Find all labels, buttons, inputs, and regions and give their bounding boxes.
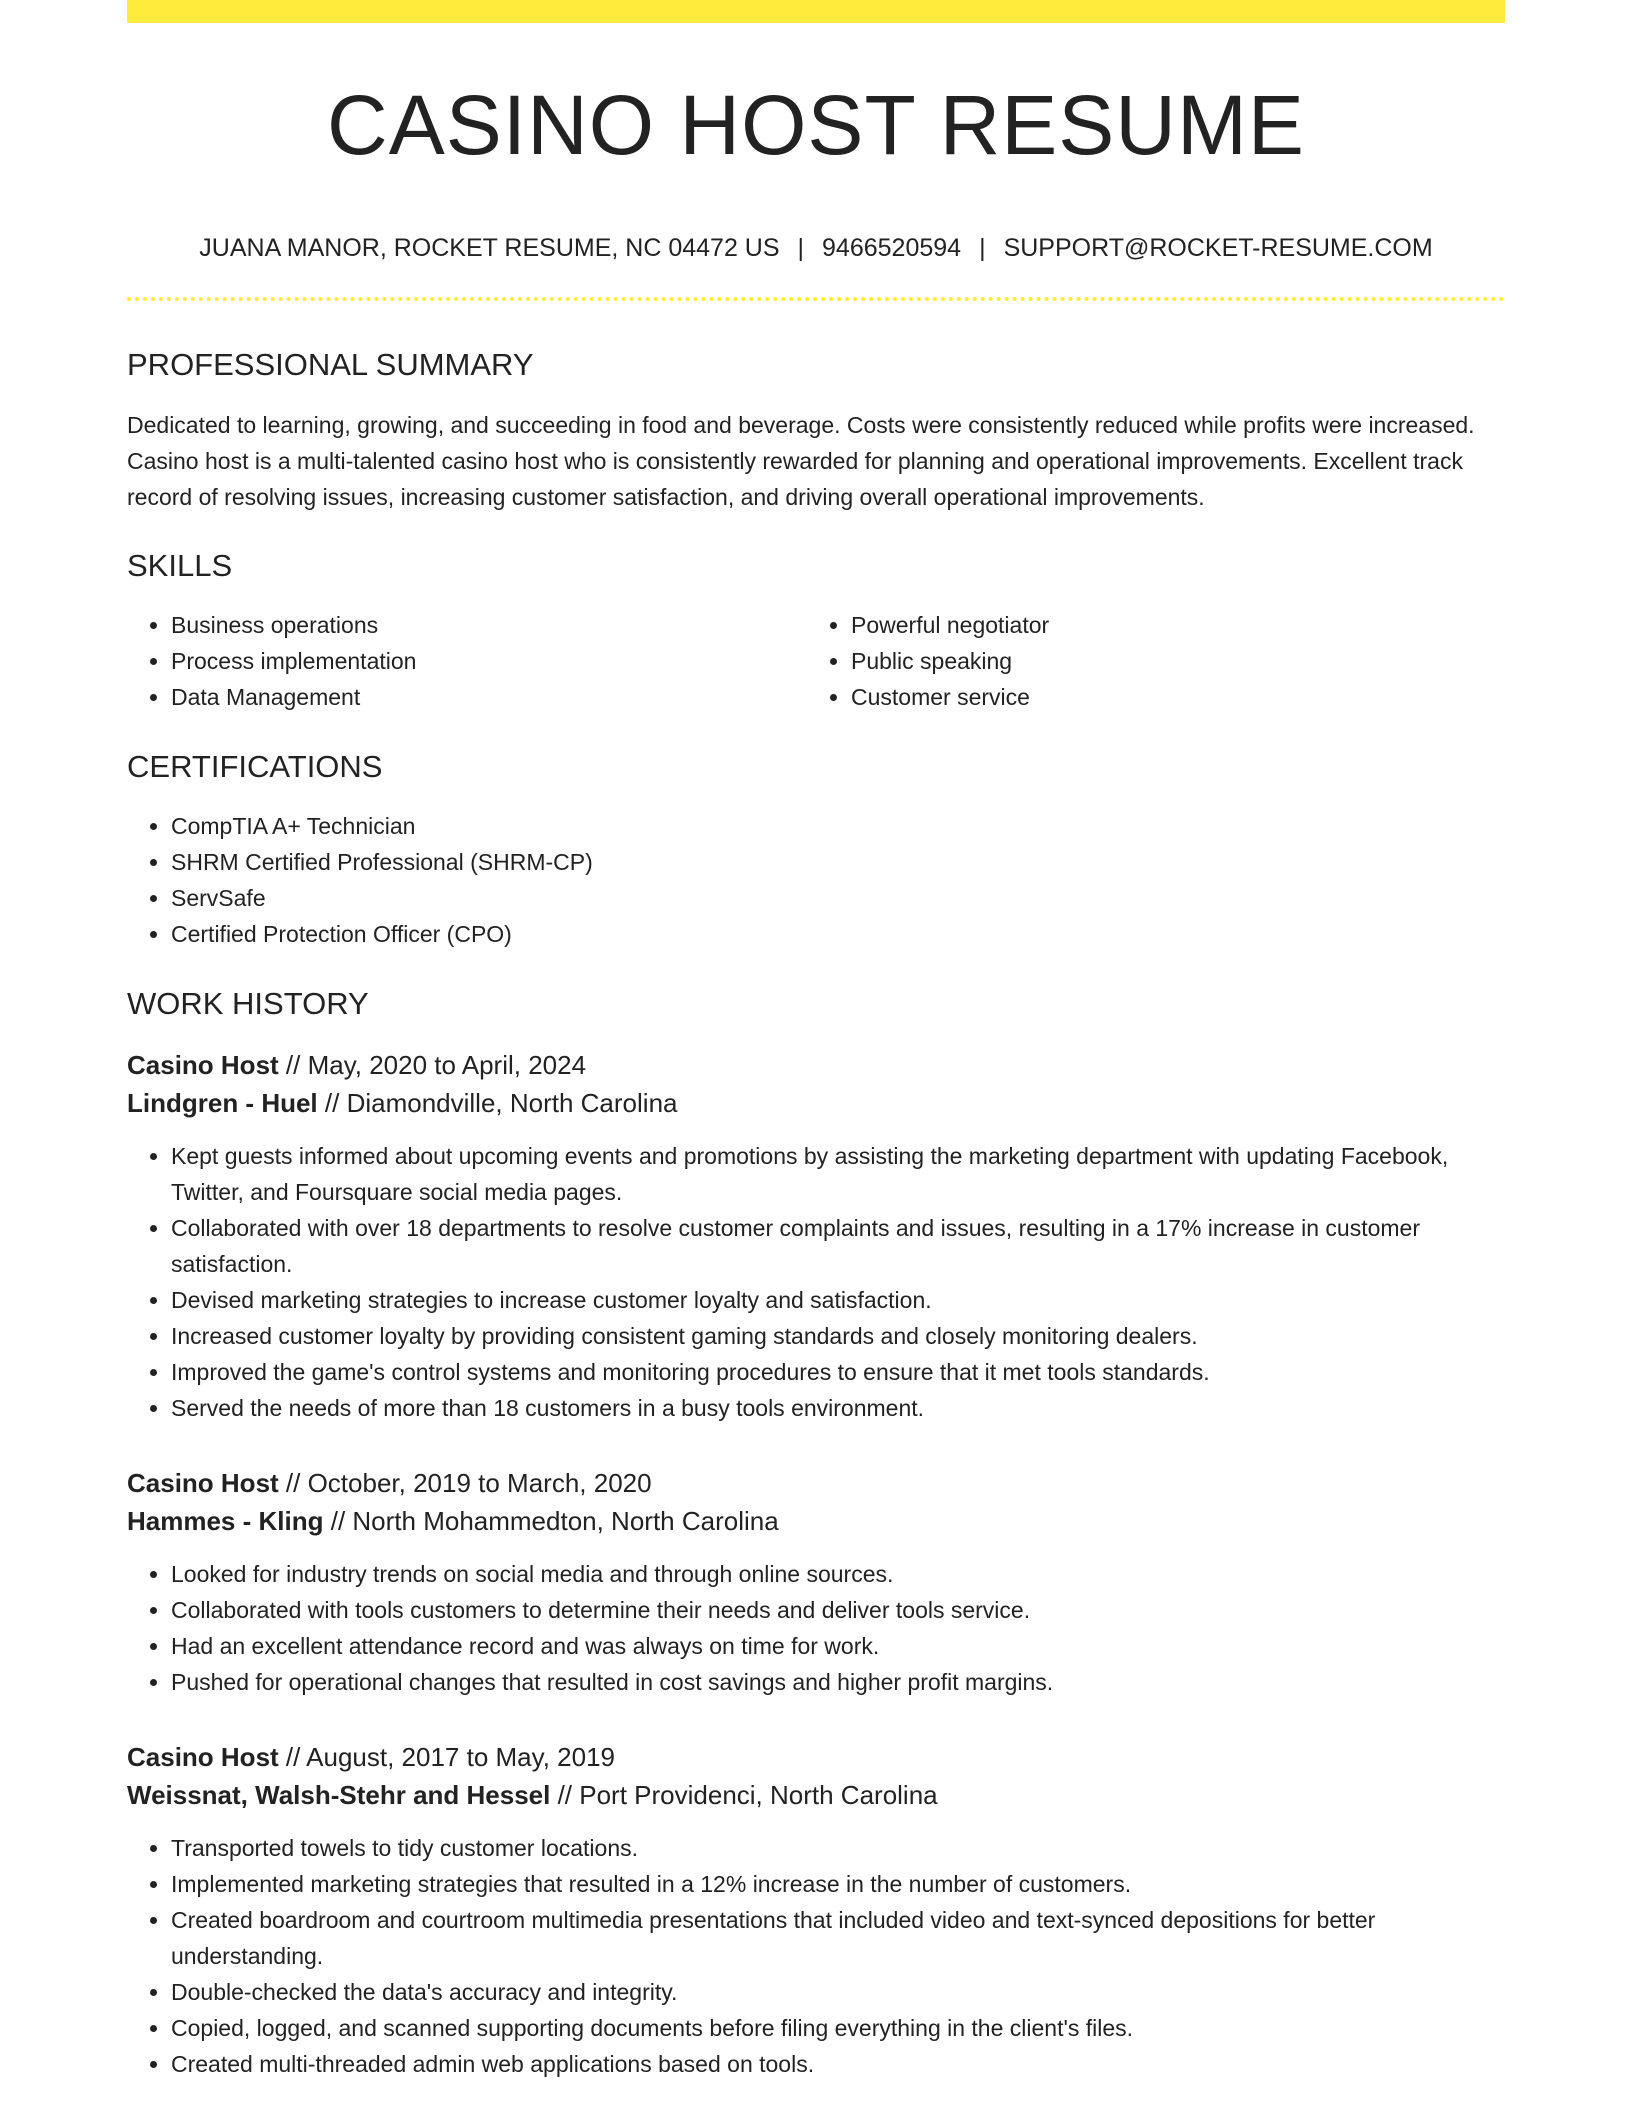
job-entry xyxy=(127,1046,1505,1426)
resume-title: CASINO HOST RESUME xyxy=(327,78,1305,172)
resume-page xyxy=(127,0,1505,2082)
job-title: Casino Host xyxy=(127,1742,279,1773)
job-bullet: • Kept guests informed about upcoming events and promotions by assisting the marketing department with updating Facebook, Twitter, and Foursquare social media pages. xyxy=(171,1138,1505,1210)
job-bullet: • Pushed for operational changes that resulted in cost savings and higher profit margins. xyxy=(171,1664,1505,1700)
job-bullet: • Improved the game's control systems and monitoring procedures to ensure that it met tools standards. xyxy=(171,1354,1505,1390)
skills-right-list xyxy=(807,607,1487,715)
job-bullet: • Copied, logged, and scanned supporting documents before filing everything in the client's files. xyxy=(171,2010,1505,2046)
skills-left-list xyxy=(127,607,807,715)
skill-item: • Process implementation xyxy=(171,643,807,679)
certification-item: • Certified Protection Officer (CPO) xyxy=(171,916,1505,952)
skills-columns xyxy=(127,607,1505,715)
work-history-heading: WORK HISTORY xyxy=(127,985,369,1021)
job-bullets xyxy=(127,1138,1505,1426)
contact-separator: | xyxy=(979,234,986,263)
job-title-line xyxy=(127,1464,1505,1502)
skill-item: • Public speaking xyxy=(851,643,1487,679)
job-title: Casino Host xyxy=(127,1468,279,1499)
job-bullets xyxy=(127,1556,1505,1700)
job-dates: // October, 2019 to March, 2020 xyxy=(278,1468,652,1499)
job-bullet: • Created boardroom and courtroom multimedia presentations that included video and text-synced depositions for better understanding. xyxy=(171,1902,1505,1974)
certifications-heading: CERTIFICATIONS xyxy=(127,748,383,784)
contact-line xyxy=(127,233,1505,263)
certification-item: • SHRM Certified Professional (SHRM-CP) xyxy=(171,844,1505,880)
certification-item: • ServSafe xyxy=(171,880,1505,916)
contact-email: SUPPORT@ROCKET-RESUME.COM xyxy=(1003,234,1433,263)
certifications-list xyxy=(127,808,1505,952)
job-location: // Port Providenci, North Carolina xyxy=(550,1780,938,1811)
job-bullet: • Transported towels to tidy customer locations. xyxy=(171,1830,1505,1866)
job-company: Weissnat, Walsh-Stehr and Hessel xyxy=(127,1780,551,1811)
certification-item: • CompTIA A+ Technician xyxy=(171,808,1505,844)
job-title: Casino Host xyxy=(127,1050,279,1081)
skill-item: • Customer service xyxy=(851,679,1487,715)
job-bullet: • Increased customer loyalty by providing consistent gaming standards and closely monitoring dealers. xyxy=(171,1318,1505,1354)
job-bullet: • Collaborated with over 18 departments to resolve customer complaints and issues, resulting in a 17% increase in customer satisfaction. xyxy=(171,1210,1505,1282)
job-bullet: • Created multi-threaded admin web applications based on tools. xyxy=(171,2046,1505,2082)
contact-address: JUANA MANOR, ROCKET RESUME, NC 04472 US xyxy=(199,234,780,263)
job-company: Lindgren - Huel xyxy=(127,1088,318,1119)
job-company: Hammes - Kling xyxy=(127,1506,324,1537)
job-company-line xyxy=(127,1084,1505,1122)
skill-item: • Business operations xyxy=(171,607,807,643)
job-bullet: • Implemented marketing strategies that resulted in a 12% increase in the number of customers. xyxy=(171,1866,1505,1902)
dotted-divider xyxy=(127,297,1505,301)
job-location: // Diamondville, North Carolina xyxy=(317,1088,678,1119)
job-title-line xyxy=(127,1738,1505,1776)
skills-heading: SKILLS xyxy=(127,547,233,583)
skill-item: • Powerful negotiator xyxy=(851,607,1487,643)
job-title-line xyxy=(127,1046,1505,1084)
job-bullets xyxy=(127,1830,1505,2082)
job-bullet: • Collaborated with tools customers to determine their needs and deliver tools service. xyxy=(171,1592,1505,1628)
job-bullet: • Double-checked the data's accuracy and integrity. xyxy=(171,1974,1505,2010)
job-company-line xyxy=(127,1502,1505,1540)
summary-text: Dedicated to learning, growing, and succeeding in food and beverage. Costs were consistently reduced while profits were increased. Casino host is a multi-talented casino host who is consistently rewarded for planning and operational improvements. Excellent track record of resolving issues, increasing customer satisfaction, and driving overall operational improvements. xyxy=(127,411,1475,510)
job-location: // North Mohammedton, North Carolina xyxy=(323,1506,779,1537)
job-entry xyxy=(127,1464,1505,1700)
contact-phone: 9466520594 xyxy=(822,234,962,263)
job-company-line xyxy=(127,1776,1505,1814)
job-dates: // August, 2017 to May, 2019 xyxy=(278,1742,615,1773)
job-bullet: • Served the needs of more than 18 customers in a busy tools environment. xyxy=(171,1390,1505,1426)
contact-separator: | xyxy=(797,234,805,263)
job-bullet: • Devised marketing strategies to increase customer loyalty and satisfaction. xyxy=(171,1282,1505,1318)
summary-heading: PROFESSIONAL SUMMARY xyxy=(127,347,534,383)
job-entry xyxy=(127,1738,1505,2082)
job-dates: // May, 2020 to April, 2024 xyxy=(278,1050,587,1081)
top-accent-bar xyxy=(127,0,1505,23)
job-bullet: • Looked for industry trends on social media and through online sources. xyxy=(171,1556,1505,1592)
skill-item: • Data Management xyxy=(171,679,807,715)
job-bullet: • Had an excellent attendance record and was always on time for work. xyxy=(171,1628,1505,1664)
